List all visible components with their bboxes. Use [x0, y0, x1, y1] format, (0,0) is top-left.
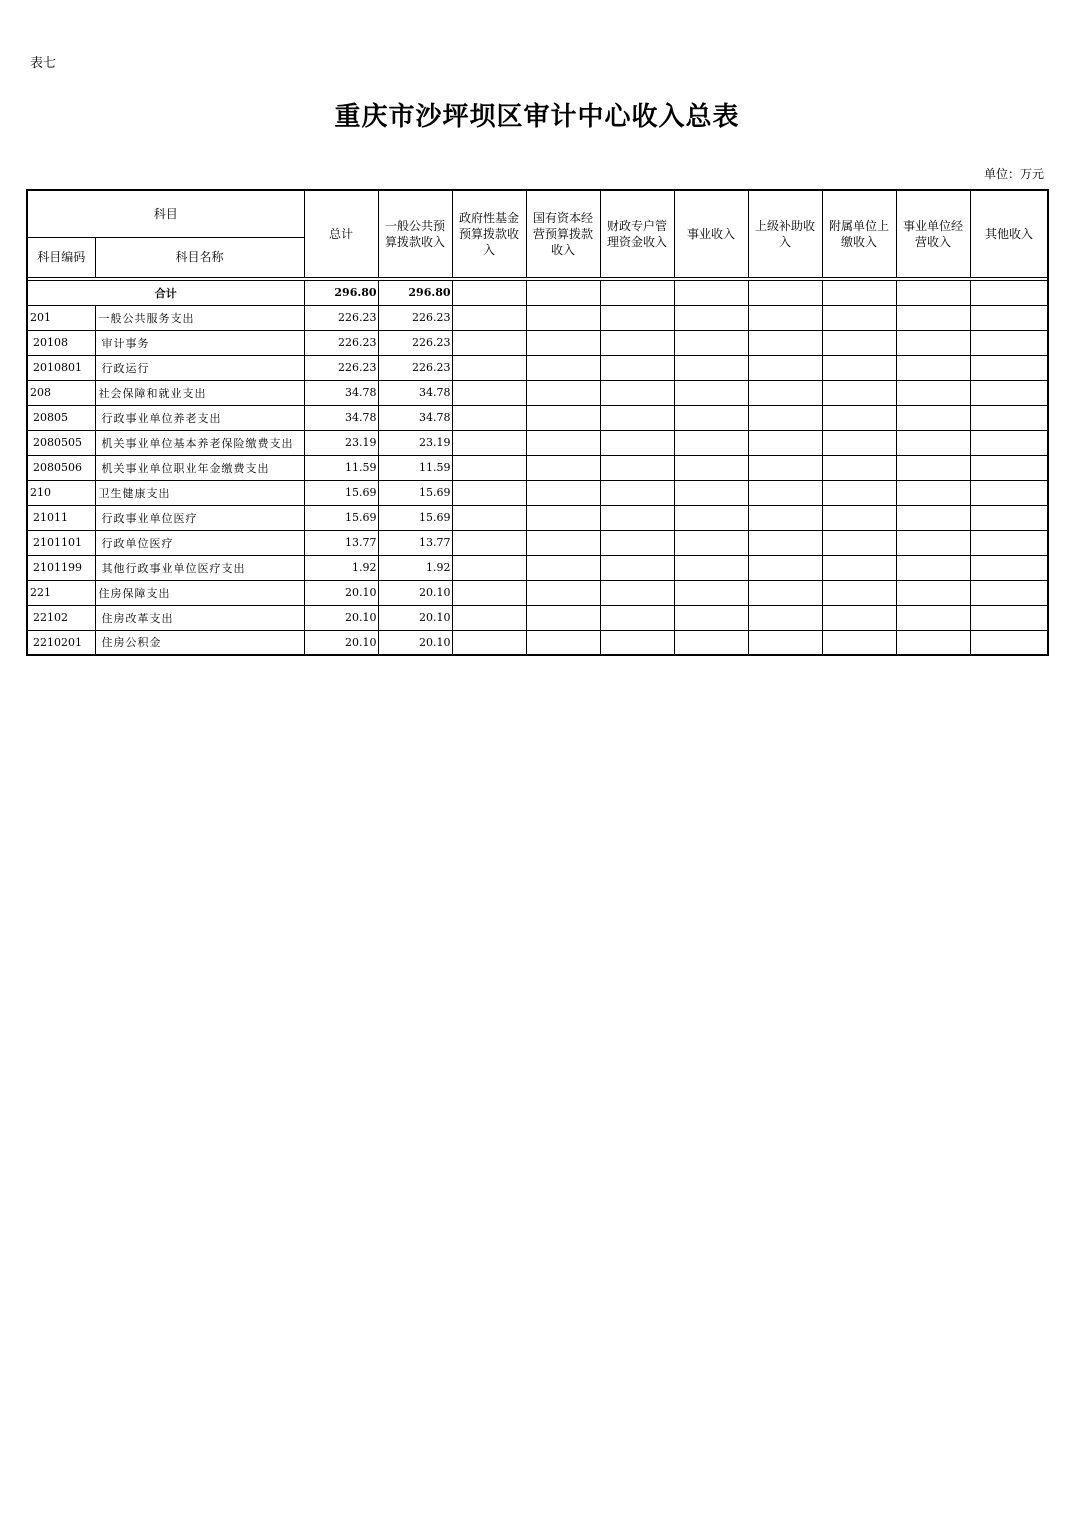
empty-cell [600, 455, 674, 480]
empty-cell [526, 455, 600, 480]
general-budget-value: 226.23 [378, 355, 452, 380]
total-value: 20.10 [304, 580, 378, 605]
total-general-budget: 296.80 [378, 280, 452, 305]
empty-cell [452, 480, 526, 505]
total-value: 226.23 [304, 305, 378, 330]
empty-cell [896, 530, 970, 555]
total-value: 23.19 [304, 430, 378, 455]
general-budget-value: 1.92 [378, 555, 452, 580]
total-value: 13.77 [304, 530, 378, 555]
empty-cell [896, 630, 970, 655]
empty-cell [526, 555, 600, 580]
empty-cell [748, 455, 822, 480]
empty-cell [822, 530, 896, 555]
empty-cell [600, 330, 674, 355]
total-sum: 296.80 [304, 280, 378, 305]
empty-cell [452, 580, 526, 605]
empty-cell [600, 305, 674, 330]
total-value: 15.69 [304, 480, 378, 505]
subject-name: 社会保障和就业支出 [95, 380, 304, 405]
subject-name: 其他行政事业单位医疗支出 [95, 555, 304, 580]
col-header-general-budget: 一般公共预算拨款收入 [378, 190, 452, 277]
col-header-affiliated-units: 附属单位上缴收入 [822, 190, 896, 277]
empty-cell [526, 355, 600, 380]
total-value: 20.10 [304, 630, 378, 655]
empty-cell [748, 555, 822, 580]
empty-cell [600, 405, 674, 430]
empty-cell [748, 580, 822, 605]
table-row [27, 330, 1048, 355]
empty-cell [970, 605, 1048, 630]
general-budget-value: 34.78 [378, 405, 452, 430]
empty-cell [748, 380, 822, 405]
col-header-superior-subsidy: 上级补助收入 [748, 190, 822, 277]
empty-cell [452, 455, 526, 480]
general-budget-value: 11.59 [378, 455, 452, 480]
empty-cell [600, 355, 674, 380]
table-row [27, 305, 1048, 330]
subject-name: 行政运行 [95, 355, 304, 380]
empty-cell [674, 630, 748, 655]
empty-cell [748, 355, 822, 380]
total-label: 合计 [27, 280, 304, 305]
empty-cell [674, 330, 748, 355]
empty-cell [970, 530, 1048, 555]
empty-cell [674, 355, 748, 380]
empty-cell [748, 605, 822, 630]
col-header-operating-income: 事业单位经营收入 [896, 190, 970, 277]
empty-cell [674, 505, 748, 530]
col-header-other-income: 其他收入 [970, 190, 1048, 277]
table-row [27, 580, 1048, 605]
empty-cell [600, 580, 674, 605]
empty-cell [674, 480, 748, 505]
total-value: 11.59 [304, 455, 378, 480]
subject-code: 20108 [27, 330, 95, 355]
empty-cell [600, 380, 674, 405]
empty-cell [526, 305, 600, 330]
col-header-business-income: 事业收入 [674, 190, 748, 277]
empty-cell [970, 430, 1048, 455]
empty-cell [748, 305, 822, 330]
subject-code: 2080506 [27, 455, 95, 480]
empty-cell [748, 480, 822, 505]
empty-cell [526, 505, 600, 530]
subject-name: 住房公积金 [95, 630, 304, 655]
subject-code-header: 科目编码 [27, 237, 95, 277]
subject-name: 行政事业单位养老支出 [95, 405, 304, 430]
subject-name: 机关事业单位职业年金缴费支出 [95, 455, 304, 480]
empty-cell [822, 355, 896, 380]
empty-cell [452, 605, 526, 630]
empty-cell [452, 280, 526, 305]
total-row [27, 280, 1048, 305]
empty-cell [970, 405, 1048, 430]
empty-cell [896, 605, 970, 630]
empty-cell [896, 355, 970, 380]
empty-cell [526, 530, 600, 555]
subject-code: 2080505 [27, 430, 95, 455]
general-budget-value: 34.78 [378, 380, 452, 405]
empty-cell [970, 355, 1048, 380]
table-row [27, 455, 1048, 480]
empty-cell [748, 505, 822, 530]
empty-cell [748, 630, 822, 655]
empty-cell [674, 605, 748, 630]
empty-cell [674, 305, 748, 330]
col-header-state-capital: 国有资本经营预算拨款收入 [526, 190, 600, 277]
subject-code: 2010801 [27, 355, 95, 380]
table-row [27, 555, 1048, 580]
subject-code: 22102 [27, 605, 95, 630]
empty-cell [896, 405, 970, 430]
empty-cell [452, 630, 526, 655]
general-budget-value: 20.10 [378, 605, 452, 630]
table-row [27, 505, 1048, 530]
empty-cell [674, 430, 748, 455]
subject-name: 住房改革支出 [95, 605, 304, 630]
empty-cell [896, 305, 970, 330]
total-value: 1.92 [304, 555, 378, 580]
income-summary-table [26, 189, 1049, 656]
empty-cell [896, 430, 970, 455]
empty-cell [822, 580, 896, 605]
empty-cell [822, 380, 896, 405]
general-budget-value: 226.23 [378, 305, 452, 330]
subject-code: 21011 [27, 505, 95, 530]
table-number-label: 表七 [30, 56, 57, 71]
general-budget-value: 13.77 [378, 530, 452, 555]
subject-name: 行政单位医疗 [95, 530, 304, 555]
table-row [27, 430, 1048, 455]
subject-name: 审计事务 [95, 330, 304, 355]
subject-header: 科目 [27, 190, 304, 237]
empty-cell [896, 330, 970, 355]
empty-cell [970, 580, 1048, 605]
general-budget-value: 20.10 [378, 630, 452, 655]
total-value: 226.23 [304, 330, 378, 355]
empty-cell [822, 305, 896, 330]
empty-cell [748, 405, 822, 430]
empty-cell [452, 505, 526, 530]
empty-cell [674, 580, 748, 605]
page-title: 重庆市沙坪坝区审计中心收入总表 [334, 102, 740, 132]
subject-name: 住房保障支出 [95, 580, 304, 605]
empty-cell [526, 480, 600, 505]
empty-cell [896, 580, 970, 605]
total-value: 226.23 [304, 355, 378, 380]
empty-cell [452, 430, 526, 455]
total-value: 34.78 [304, 405, 378, 430]
header-row-1 [27, 190, 1048, 237]
empty-cell [822, 280, 896, 305]
empty-cell [526, 605, 600, 630]
empty-cell [452, 355, 526, 380]
col-header-total: 总计 [304, 190, 378, 277]
subject-code: 2210201 [27, 630, 95, 655]
empty-cell [526, 280, 600, 305]
empty-cell [452, 555, 526, 580]
empty-cell [748, 530, 822, 555]
empty-cell [822, 555, 896, 580]
empty-cell [896, 505, 970, 530]
subject-name-header: 科目名称 [95, 237, 304, 277]
empty-cell [526, 630, 600, 655]
subject-code: 201 [27, 305, 95, 330]
empty-cell [600, 480, 674, 505]
empty-cell [600, 280, 674, 305]
table-row [27, 355, 1048, 380]
total-value: 34.78 [304, 380, 378, 405]
empty-cell [822, 405, 896, 430]
subject-code: 20805 [27, 405, 95, 430]
subject-code: 2101101 [27, 530, 95, 555]
subject-code: 210 [27, 480, 95, 505]
subject-code: 208 [27, 380, 95, 405]
general-budget-value: 15.69 [378, 480, 452, 505]
empty-cell [526, 405, 600, 430]
general-budget-value: 15.69 [378, 505, 452, 530]
empty-cell [822, 430, 896, 455]
empty-cell [970, 630, 1048, 655]
empty-cell [600, 605, 674, 630]
subject-name: 卫生健康支出 [95, 480, 304, 505]
empty-cell [896, 280, 970, 305]
total-value: 20.10 [304, 605, 378, 630]
empty-cell [452, 305, 526, 330]
empty-cell [970, 480, 1048, 505]
empty-cell [526, 580, 600, 605]
table-row [27, 380, 1048, 405]
empty-cell [822, 455, 896, 480]
empty-cell [822, 605, 896, 630]
empty-cell [526, 380, 600, 405]
empty-cell [970, 380, 1048, 405]
empty-cell [748, 430, 822, 455]
table-row [27, 605, 1048, 630]
subject-code: 2101199 [27, 555, 95, 580]
empty-cell [674, 455, 748, 480]
empty-cell [452, 405, 526, 430]
general-budget-value: 226.23 [378, 330, 452, 355]
empty-cell [674, 530, 748, 555]
empty-cell [896, 380, 970, 405]
empty-cell [452, 330, 526, 355]
general-budget-value: 20.10 [378, 580, 452, 605]
empty-cell [822, 505, 896, 530]
empty-cell [748, 280, 822, 305]
empty-cell [600, 430, 674, 455]
empty-cell [674, 555, 748, 580]
empty-cell [526, 330, 600, 355]
empty-cell [822, 480, 896, 505]
empty-cell [452, 530, 526, 555]
table-row [27, 405, 1048, 430]
empty-cell [970, 280, 1048, 305]
subject-name: 机关事业单位基本养老保险缴费支出 [95, 430, 304, 455]
subject-name: 一般公共服务支出 [95, 305, 304, 330]
empty-cell [822, 630, 896, 655]
empty-cell [600, 530, 674, 555]
empty-cell [970, 330, 1048, 355]
empty-cell [600, 555, 674, 580]
general-budget-value: 23.19 [378, 430, 452, 455]
table-row [27, 480, 1048, 505]
empty-cell [600, 505, 674, 530]
table-row [27, 530, 1048, 555]
empty-cell [600, 630, 674, 655]
empty-cell [970, 455, 1048, 480]
empty-cell [970, 505, 1048, 530]
empty-cell [748, 330, 822, 355]
empty-cell [674, 280, 748, 305]
total-value: 15.69 [304, 505, 378, 530]
empty-cell [674, 405, 748, 430]
empty-cell [526, 430, 600, 455]
empty-cell [896, 480, 970, 505]
empty-cell [452, 380, 526, 405]
empty-cell [970, 305, 1048, 330]
empty-cell [896, 555, 970, 580]
empty-cell [822, 330, 896, 355]
col-header-fiscal-account: 财政专户管理资金收入 [600, 190, 674, 277]
empty-cell [674, 380, 748, 405]
empty-cell [896, 455, 970, 480]
unit-label: 单位：万元 [983, 167, 1044, 181]
col-header-gov-fund: 政府性基金预算拨款收入 [452, 190, 526, 277]
empty-cell [970, 555, 1048, 580]
subject-name: 行政事业单位医疗 [95, 505, 304, 530]
table-row [27, 630, 1048, 655]
subject-code: 221 [27, 580, 95, 605]
